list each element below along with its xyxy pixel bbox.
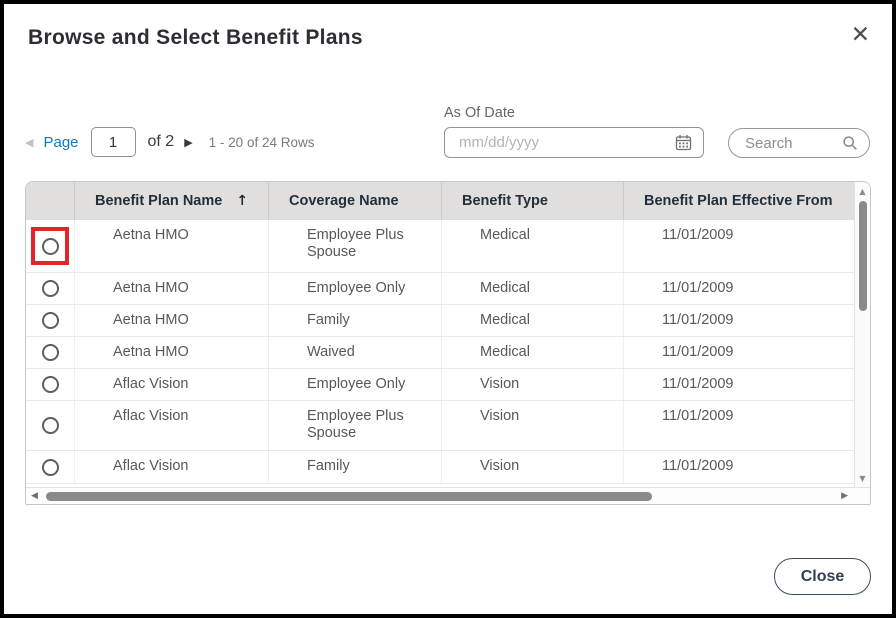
row-radio-button[interactable]: [42, 376, 59, 393]
annotation-highlight-box: [31, 227, 69, 265]
cell-plan-name: Aflac Vision: [75, 401, 269, 450]
cell-benefit-type: Medical: [442, 273, 624, 304]
table-row[interactable]: [26, 273, 854, 305]
scroll-left-icon[interactable]: ◀: [31, 491, 38, 501]
cell-coverage-name: Employee Only: [269, 273, 442, 304]
cell-plan-name: Aetna HMO: [75, 337, 269, 368]
page-count-label: of 2: [147, 133, 175, 150]
vertical-scrollbar-thumb[interactable]: [859, 201, 867, 311]
table-row[interactable]: [26, 451, 854, 484]
row-select-cell: [26, 451, 75, 483]
cell-effective-from: 11/01/2009: [662, 312, 734, 328]
as-of-date-input[interactable]: [445, 134, 675, 151]
row-select-cell: [26, 305, 75, 336]
cell-effective-from: 11/01/2009: [662, 344, 734, 360]
cell-coverage-name: Employee Only: [269, 369, 442, 400]
sort-ascending-icon[interactable]: ↑: [236, 193, 249, 209]
benefit-plans-table: [25, 181, 871, 505]
row-radio-button[interactable]: [42, 280, 59, 297]
cell-plan-name: Aflac Vision: [75, 451, 269, 483]
table-row[interactable]: [26, 220, 854, 273]
scroll-up-icon[interactable]: ▲: [859, 187, 866, 196]
cell-coverage-name: Family: [269, 305, 442, 336]
search-input[interactable]: [729, 135, 842, 152]
as-of-date-field: [444, 127, 704, 158]
close-button[interactable]: Close: [774, 558, 871, 595]
cell-effective-from: 11/01/2009: [662, 458, 734, 474]
row-radio-button[interactable]: [42, 238, 59, 255]
cell-benefit-type: Medical: [442, 220, 624, 272]
row-select-cell: [26, 369, 75, 400]
magnifier-icon[interactable]: [842, 135, 858, 151]
pagination: [25, 126, 314, 158]
table-row[interactable]: [26, 337, 854, 369]
cell-plan-name: Aflac Vision: [75, 369, 269, 400]
scroll-right-icon[interactable]: ▶: [841, 491, 848, 501]
calendar-icon[interactable]: [675, 134, 692, 151]
previous-page-icon[interactable]: ◀: [25, 135, 34, 149]
table-header-row: [26, 182, 854, 220]
close-icon[interactable]: ✕: [850, 22, 870, 48]
horizontal-scrollbar[interactable]: [26, 487, 870, 504]
cell-benefit-type: Vision: [442, 401, 624, 450]
horizontal-scrollbar-thumb[interactable]: [46, 492, 652, 501]
row-radio-button[interactable]: [42, 417, 59, 434]
header-cell-select: [26, 182, 75, 220]
cell-benefit-type: Vision: [442, 369, 624, 400]
row-select-cell: [26, 337, 75, 368]
cell-effective-from: 11/01/2009: [662, 280, 734, 296]
header-cell-benefit-type[interactable]: Benefit Type: [442, 182, 624, 220]
row-radio-button[interactable]: [42, 312, 59, 329]
cell-coverage-name: Family: [269, 451, 442, 483]
next-page-icon[interactable]: ▶: [184, 135, 193, 149]
page-number-input[interactable]: [91, 127, 136, 157]
cell-coverage-name: Employee Plus Spouse: [269, 401, 442, 450]
cell-coverage-name: Employee Plus Spouse: [269, 220, 442, 272]
table-row[interactable]: [26, 369, 854, 401]
cell-effective-from: 11/01/2009: [662, 408, 734, 424]
cell-effective-from: 11/01/2009: [662, 227, 734, 243]
row-select-cell: [26, 401, 75, 450]
row-radio-button[interactable]: [42, 344, 59, 361]
header-cell-benefit-plan-name[interactable]: Benefit Plan Name ↑: [75, 182, 269, 220]
cell-benefit-type: Medical: [442, 337, 624, 368]
rows-summary: 1 - 20 of 24 Rows: [208, 134, 315, 150]
cell-coverage-name: Waived: [269, 337, 442, 368]
cell-benefit-type: Medical: [442, 305, 624, 336]
cell-effective-from: 11/01/2009: [662, 376, 734, 392]
page-label: Page: [43, 133, 79, 151]
header-cell-coverage-name[interactable]: Coverage Name: [269, 182, 442, 220]
table-body: [26, 220, 854, 487]
search-field: [728, 128, 870, 158]
row-radio-button[interactable]: [42, 459, 59, 476]
cell-plan-name: Aetna HMO: [75, 220, 269, 272]
as-of-date-label: As Of Date: [444, 105, 515, 121]
vertical-scrollbar[interactable]: [854, 182, 870, 487]
dialog-title: Browse and Select Benefit Plans: [28, 26, 363, 49]
header-cell-effective-from[interactable]: Benefit Plan Effective From: [644, 193, 833, 209]
cell-plan-name: Aetna HMO: [75, 305, 269, 336]
cell-benefit-type: Vision: [442, 451, 624, 483]
row-select-cell: [26, 220, 75, 272]
scroll-down-icon[interactable]: ▼: [859, 474, 866, 483]
table-row[interactable]: [26, 305, 854, 337]
cell-plan-name: Aetna HMO: [75, 273, 269, 304]
row-select-cell: [26, 273, 75, 304]
table-row[interactable]: [26, 401, 854, 451]
